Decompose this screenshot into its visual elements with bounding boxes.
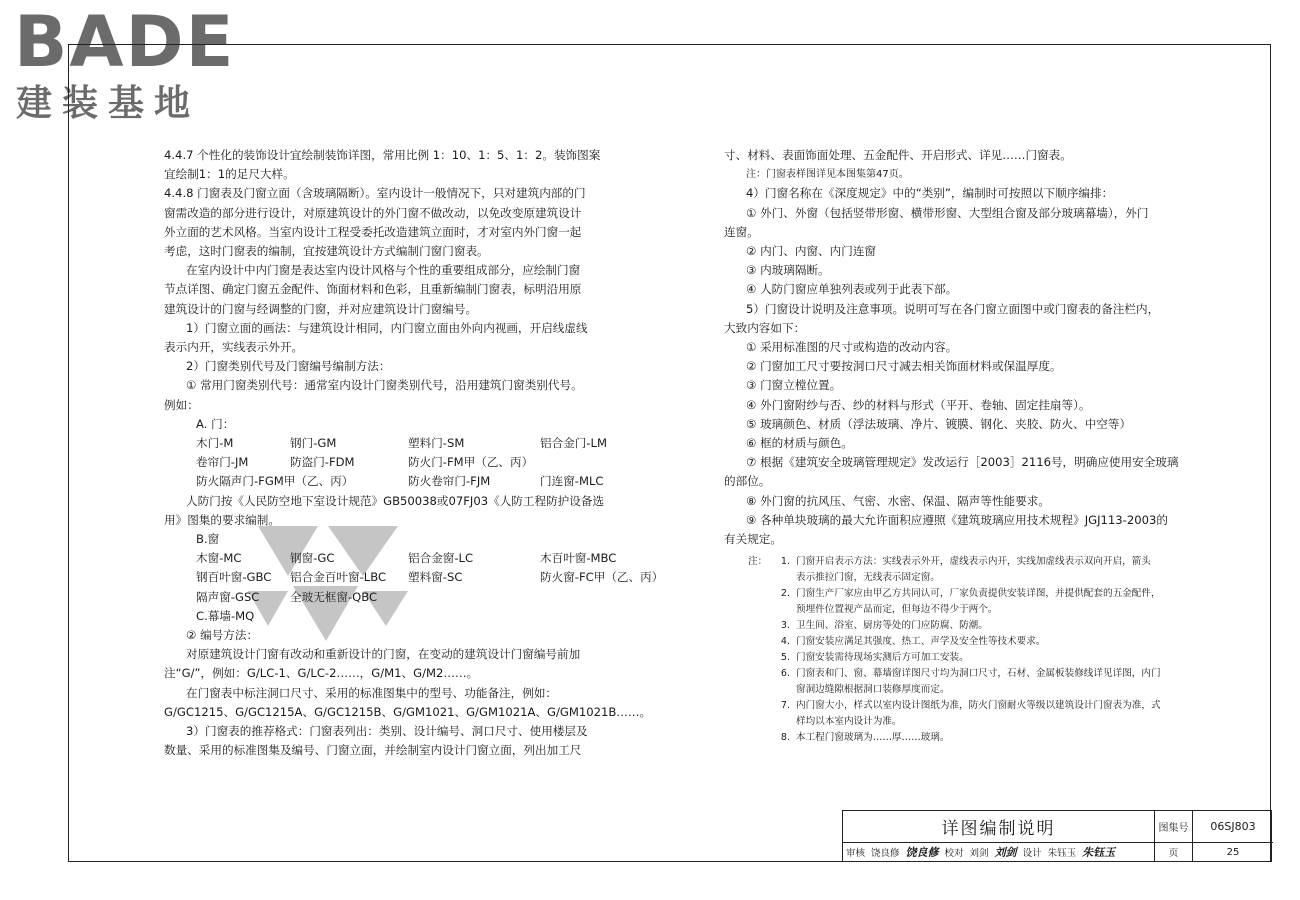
check-label: 校对 bbox=[944, 848, 964, 859]
door-codes bbox=[164, 434, 654, 492]
para: 注“G/”，例如：G/LC-1、G/LC-2……，G/M1、G/M2……。 bbox=[164, 666, 479, 681]
para: 窗需改造的部分进行设计，对原建筑设计的外门窗不做改动，以免改变原建筑设计 bbox=[164, 205, 582, 220]
para: 有关规定。 bbox=[724, 532, 782, 547]
note-item: 门窗安装需待现场实测后方可加工安装。 bbox=[796, 652, 969, 663]
door-code: 防火卷帘门-FJM bbox=[408, 474, 491, 489]
para: ④ 人防门窗应单独列表或列于此表下部。 bbox=[746, 282, 958, 297]
left-column bbox=[164, 146, 664, 761]
para: ② 内门、内窗、内门连窗 bbox=[746, 244, 877, 259]
para: ② 编号方法： bbox=[186, 628, 259, 643]
door-code: 门连窗-MLC bbox=[540, 474, 604, 489]
para: 建筑设计的门窗与经调整的门窗，并对应建筑设计门窗编号。 bbox=[164, 301, 478, 316]
signature-row bbox=[843, 843, 1155, 861]
para: ③ 内玻璃隔断。 bbox=[746, 263, 830, 278]
door-code: 塑料门-SM bbox=[408, 436, 465, 451]
note-item: 预埋件位置视产品而定，但每边不得少于两个。 bbox=[796, 604, 998, 615]
notes-label: 注： bbox=[748, 556, 768, 567]
para: 考虑，这时门窗表的编制，宜按建筑设计方式编制门窗门窗表。 bbox=[164, 244, 489, 259]
para: 表示内开，实线表示外开。 bbox=[164, 340, 304, 355]
para: 的部位。 bbox=[724, 474, 771, 489]
para: ⑤ 玻璃颜色、材质（浮法玻璃、净片、镀膜、钢化、夹胶、防火、中空等） bbox=[746, 416, 1132, 431]
para: 宜绘制1：1的足尺大样。 bbox=[164, 167, 295, 182]
para: ① 外门、外窗（包括竖带形窗、横带形窗、大型组合窗及部分玻璃幕墙），外门 bbox=[746, 205, 1149, 220]
drawing-title: 详图编制说明 bbox=[843, 811, 1155, 843]
note-item: 内门窗大小，样式以室内设计图纸为准，防火门窗耐火等级以建筑设计门窗表为准，式 bbox=[796, 700, 1161, 711]
para: 4）门窗名称在《深度规定》中的“类别”，编制时可按照以下顺序编排： bbox=[746, 186, 1114, 201]
para: 数量、采用的标准图集及编号、门窗立面，并绘制室内设计门窗立面，列出加工尺 bbox=[164, 743, 582, 758]
para: 外立面的艺术风格。当室内设计工程受委托改造建筑立面时，才对室内外门窗一起 bbox=[164, 224, 582, 239]
window-code: 铝合金百叶窗-LBC bbox=[290, 570, 387, 585]
check-name: 刘剑 bbox=[969, 848, 989, 859]
para: 3）门窗表的推荐格式：门窗表列出：类别、设计编号、洞口尺寸、使用楼层及 bbox=[186, 724, 588, 739]
window-code: 钢百叶窗-GBC bbox=[196, 570, 272, 585]
atlas-number-label: 图集号 bbox=[1155, 811, 1193, 843]
door-code: 木门-M bbox=[196, 436, 234, 451]
note-item: 卫生间、浴室、厨房等处的门应防腐、防潮。 bbox=[796, 620, 988, 631]
window-code: 木百叶窗-MBC bbox=[540, 551, 617, 566]
title-block bbox=[842, 810, 1272, 862]
door-code: 卷帘门-JM bbox=[196, 455, 249, 470]
door-code: 铝合金门-LM bbox=[540, 436, 608, 451]
section-heading: A. 门： bbox=[196, 416, 235, 431]
para: 注：门窗表样图详见本图集第47页。 bbox=[746, 169, 909, 181]
logo-subtitle: 建装基地 bbox=[16, 83, 201, 124]
para: 人防门按《人民防空地下室设计规范》GB50038或07FJ03《人防工程防护设备选 bbox=[186, 493, 605, 508]
review-signature: 饶良修 bbox=[905, 846, 939, 859]
para: 在室内设计中内门窗是表达室内设计风格与个性的重要组成部分，应绘制门窗 bbox=[186, 263, 581, 278]
para: 1）门窗立面的画法：与建筑设计相同，内门窗立面由外向内视画，开启线虚线 bbox=[186, 320, 588, 335]
review-label: 审核 bbox=[846, 848, 866, 859]
window-code: 铝合金窗-LC bbox=[408, 551, 474, 566]
door-code: 钢门-GM bbox=[290, 436, 337, 451]
window-code: 隔声窗-GSC bbox=[196, 589, 260, 604]
para: ① 采用标准图的尺寸或构造的改动内容。 bbox=[746, 340, 958, 355]
notes-list: 注： 1. 门窗开启表示方法：实线表示外开，虚线表示内开，实线加虚线表示双向开启，箭头 表示推拉门窗，无线表示固定窗。 2. 门窗生产厂家应由甲乙方共同认可，厂家负责提供安装详图，并提供配套的五金配件， 预埋件位置视产品而定，但每边不得少于两个。 3. 卫生间、浴室、厨房等处的门应防腐、防潮。 4. 门窗安装应满足其强度、热工、声学及安全性等技术要求。 5. 门窗安装需待现场实测后方可加工安装。 6. 门窗表和门、窗、幕墙窗详图尺寸均为洞口尺寸，石材、金属板装修线详见详图，内门 窗洞边缝隙根据洞口装修厚度而定。 7. 内门窗大小，样式以室内设计图纸为准，防火门窗耐火等级以建筑设计门窗表为准，式 样均以本室内设计为准。 8. 本工程门窗玻璃为……厚……玻璃。 bbox=[748, 554, 1228, 746]
para: 节点详图、确定门窗五金配件、饰面材料和色彩，且重新编制门窗表，标明沿用原 bbox=[164, 282, 582, 297]
para: G/GC1215、G/GC1215A、G/GC1215B、G/GM1021、G/GM1021A、G/GM1021B……。 bbox=[164, 704, 652, 719]
door-code: 防火隔声门-FGM甲（乙、丙） bbox=[196, 474, 354, 489]
para: 在门窗表中标注洞口尺寸、采用的标准图集中的型号、功能备注，例如： bbox=[186, 685, 558, 700]
logo-wordmark: BADE bbox=[14, 1, 236, 83]
window-codes bbox=[164, 549, 664, 607]
design-label: 设计 bbox=[1022, 848, 1042, 859]
para: ① 常用门窗类别代号：通常室内设计门窗类别代号，沿用建筑门窗类别代号。 bbox=[186, 378, 583, 393]
para: 连窗。 bbox=[724, 224, 759, 239]
note-item: 门窗开启表示方法：实线表示外开，虚线表示内开，实线加虚线表示双向开启，箭头 bbox=[796, 556, 1151, 567]
para: ③ 门窗立樘位置。 bbox=[746, 378, 842, 393]
para: 寸、材料、表面饰面处理、五金配件、开启形式、详见……门窗表。 bbox=[724, 148, 1072, 162]
design-name: 朱钰玉 bbox=[1047, 848, 1077, 859]
para: ⑦ 根据《建筑安全玻璃管理规定》发改运行［2003］2116号，明确应使用安全玻璃 bbox=[746, 455, 1179, 470]
note-item: 窗洞边缝隙根据洞口装修厚度而定。 bbox=[796, 684, 950, 695]
para: 2）门窗类别代号及门窗编号编制方法： bbox=[186, 359, 391, 374]
para: 例如： bbox=[164, 397, 199, 412]
right-column bbox=[724, 146, 1224, 549]
window-code: 全玻无框窗-QBC bbox=[290, 589, 378, 604]
note-item: 表示推拉门窗，无线表示固定窗。 bbox=[796, 572, 940, 583]
window-code: 钢窗-GC bbox=[290, 551, 335, 566]
note-item: 门窗安装应满足其强度、热工、声学及安全性等技术要求。 bbox=[796, 636, 1046, 647]
note-item: 样均以本室内设计为准。 bbox=[796, 716, 902, 727]
door-code: 防盗门-FDM bbox=[290, 455, 355, 470]
section-heading: B.窗 bbox=[196, 532, 220, 547]
page-number: 25 bbox=[1226, 846, 1240, 858]
para: ⑧ 外门窗的抗风压、气密、水密、保温、隔声等性能要求。 bbox=[746, 493, 1050, 508]
check-signature: 刘剑 bbox=[994, 846, 1017, 859]
para: 4.4.8 门窗表及门窗立面（含玻璃隔断）。室内设计一般情况下，只对建筑内部的门 bbox=[164, 186, 586, 201]
page-label: 页 bbox=[1155, 843, 1193, 861]
section-heading: C.幕墙-MQ bbox=[196, 608, 255, 623]
para: ② 门窗加工尺寸要按洞口尺寸减去相关饰面材料或保温厚度。 bbox=[746, 359, 1062, 374]
window-code: 塑料窗-SC bbox=[408, 570, 463, 585]
review-name: 饶良修 bbox=[871, 848, 900, 859]
para: 大致内容如下： bbox=[724, 320, 806, 335]
atlas-number: 06SJ803 bbox=[1193, 811, 1273, 843]
note-item: 门窗表和门、窗、幕墙窗详图尺寸均为洞口尺寸，石材、金属板装修线详见详图，内门 bbox=[796, 668, 1161, 679]
design-signature: 朱钰玉 bbox=[1082, 846, 1116, 859]
para: 用》图集的要求编制。 bbox=[164, 512, 280, 527]
para: 4.4.7 个性化的装饰设计宜绘制装饰详图，常用比例 1：10、1：5、1：2。装饰图案 bbox=[164, 148, 601, 162]
para: ⑨ 各种单块玻璃的最大允许面积应遵照《建筑玻璃应用技术规程》JGJ113-2003的 bbox=[746, 512, 1168, 527]
window-code: 木窗-MC bbox=[196, 551, 242, 566]
note-item: 本工程门窗玻璃为……厚……玻璃。 bbox=[796, 732, 950, 743]
note-item: 门窗生产厂家应由甲乙方共同认可，厂家负责提供安装详图，并提供配套的五金配件， bbox=[796, 588, 1161, 599]
para: ⑥ 框的材质与颜色。 bbox=[746, 436, 853, 451]
para: 5）门窗设计说明及注意事项。说明可写在各门窗立面图中或门窗表的备注栏内， bbox=[746, 301, 1160, 316]
door-code: 防火门-FM甲（乙、丙） bbox=[408, 455, 534, 470]
window-code: 防火窗-FC甲（乙、丙） bbox=[540, 570, 664, 585]
para: ④ 外门窗附纱与否、纱的材料与形式（平开、卷轴、固定挂扇等）。 bbox=[746, 397, 1091, 412]
para: 对原建筑设计门窗有改动和重新设计的门窗，在变动的建筑设计门窗编号前加 bbox=[186, 647, 581, 662]
